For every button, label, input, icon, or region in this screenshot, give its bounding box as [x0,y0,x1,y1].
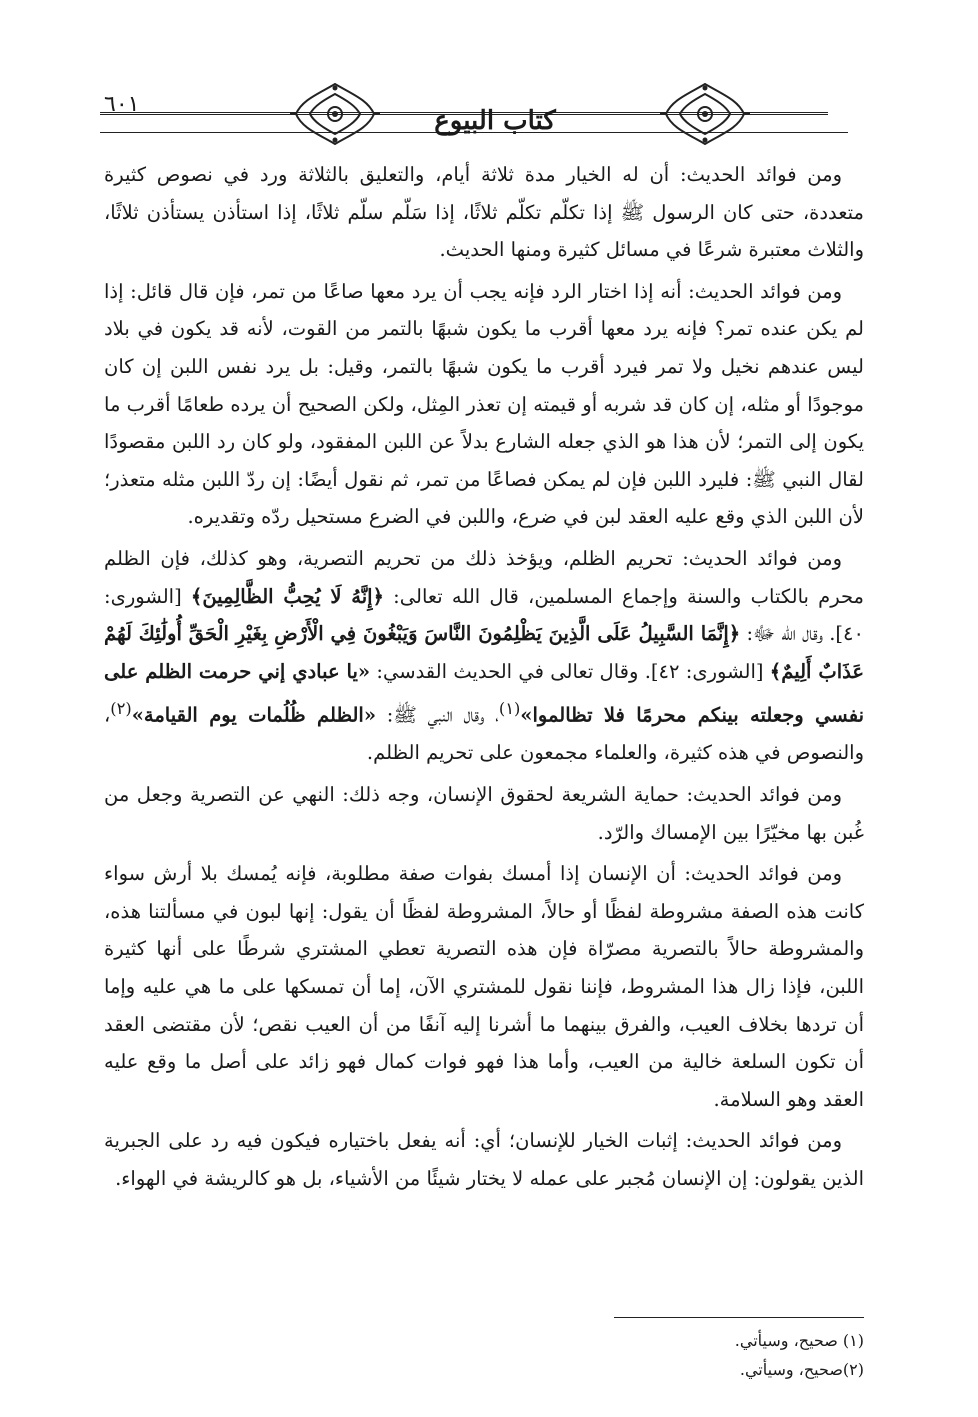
paragraph [104,540,864,772]
page-header [0,78,978,148]
footnotes [560,1326,864,1384]
hadith-quote: «يا عبادي إني حرمت الظلم على نفسي وجعلته بينكم محرمًا فلا تظالموا» [104,659,864,727]
quran-verse: ﴿إِنَّمَا السَّبِيلُ عَلَى الَّذِينَ يَظْلِمُونَ النَّاسَ وَيَبْغُونَ فِي الْأَرْضِ بِغَيْرِ الْحَقِّ أُولَٰئِكَ لَهُمْ عَذَابٌ أَلِيمٌ﴾ [104,622,864,683]
paragraph: ومن فوائد الحديث: أن له الخيار مدة ثلاثة أيام، والتعليق بالثلاثة ورد في نصوص كثيرة متعددة، حتى كان الرسول ﷺ إذا تكلّم تكلّم ثلاثًا، إذا سَلّم سلّم ثلاثًا، إذا استأذن يستأذن ثلاثًا، والثلاث معتبرة شرعًا في مسائل كثيرة ومنها الحديث. [104,163,864,262]
hadith-quote: «الظلم ظُلُمات يوم القيامة» [131,703,377,727]
arabesque-ornament-icon [290,78,380,150]
paragraph: ومن فوائد الحديث: أنه إذا اختار الرد فإنه يجب أن يرد معها صاعًا من تمر، فإن قال قائل: إذا لم يكن عنده تمر؟ فإنه يرد معها أقرب ما يكون شبهًا بالتمر من القوت، لأنه قد يكون في بلاد ليس عندهم نخيل ولا تمر فيرد أقرب ما يكون شبهًا بالتمر، وقيل: بل يرد نفس اللبن إن كان موجودًا أو مثله، إن كان قد شربه أو قيمته إن تعذر المِثل، ولكن الصحيح أن يرده طعامًا أقرب ما يكون إلى التمر؛ لأن هذا هو الذي جعله الشارع بدلاً عن اللبن المفقود، ولو كان رد اللبن مقصودًا لقال النبي ﷺ: فليرد اللبن فإن لم يمكن فصاعًا من تمر، ثم نقول أيضًا: إن ردّ اللبن مثله متعذر؛ لأن اللبن الذي وقع عليه العقد لبن في ضرع، واللبن في الضرع مستحيل ردّه وتقديره. [104,279,864,529]
footnote: (١) صحيح، وسيأتي. [734,1331,864,1350]
paragraph: ومن فوائد الحديث: حماية الشريعة لحقوق الإنسان، وجه ذلك: النهي عن التصرية وجعل من غُبن بها مخيّرًا بين الإمساك والرّد. [104,783,864,844]
footnote-ref: (٢) [110,699,132,719]
main-text [104,156,864,1202]
footnote: (٢)صحيح، وسيأتي. [739,1360,864,1379]
book-title: كتاب البيوع [434,106,556,136]
paragraph-text: [الشورى: ٤٢]. وقال تعالى في الحديث القدسي: [370,659,770,683]
paragraph: ومن فوائد الحديث: أن الإنسان إذا أمسك بفوات صفة مطلوبة، فإنه يُمسك بلا أرش سواء كانت هذه الصفة مشروطة لفظًا أو حالاً، المشروطة لفظًا أن يقول: إنها لبون في مسألتنا هذه، والمشروطة حالاً بالتصرية مصرّاة فإن هذه التصرية تعطي المشتري شرطًا على أنها كثيرة اللبن، فإذا زال هذا المشروط، فإننا نقول للمشتري الآن، إما أن تمسكها على ما هي عليه وإما أن تردها بخلاف العيب، والفرق بينهما ما أشرنا إليه آنفًا من أن العيب نقص؛ لأن مقتضى العقد أن تكون السلعة خالية من العيب، وأما هذا فهو فوات كمال فهو زائد على أصل ما وقع عليه العقد وهو السلامة. [104,862,864,1111]
paragraph-text: ومن فوائد الحديث: تحريم الظلم، ويؤخذ ذلك من تحريم التصرية، وهو كذلك، فإن الظلم محرم بالكتاب والسنة وإجماع المسلمين، قال الله تعالى: [104,546,865,608]
paragraph: ومن فوائد الحديث: إثبات الخيار للإنسان؛ أي: أنه يفعل باختياره فيكون فيه رد على الجبرية الذين يقولون: إن الإنسان مُجبر على عمله لا يختار شيئًا من الأشياء، بل هو كالريشة في الهواء. [104,1129,864,1190]
footnote-separator [614,1317,864,1318]
footnote-ref: (١) [498,699,521,719]
paragraph-text: ، والنصوص في هذه كثيرة، والعلماء مجمعون على تحريم الظلم. [104,703,864,765]
page-number: ٦٠١ [104,92,140,117]
paragraph-text: ، وقال النبي ﷺ: [376,703,499,727]
paragraph-text: [الشورى: ٤٠]. وقال الله ﷻ: [104,584,864,646]
arabesque-ornament-icon [660,78,750,150]
quran-verse: ﴿إِنَّهُ لَا يُحِبُّ الظَّالِمِينَ﴾ [190,584,384,608]
